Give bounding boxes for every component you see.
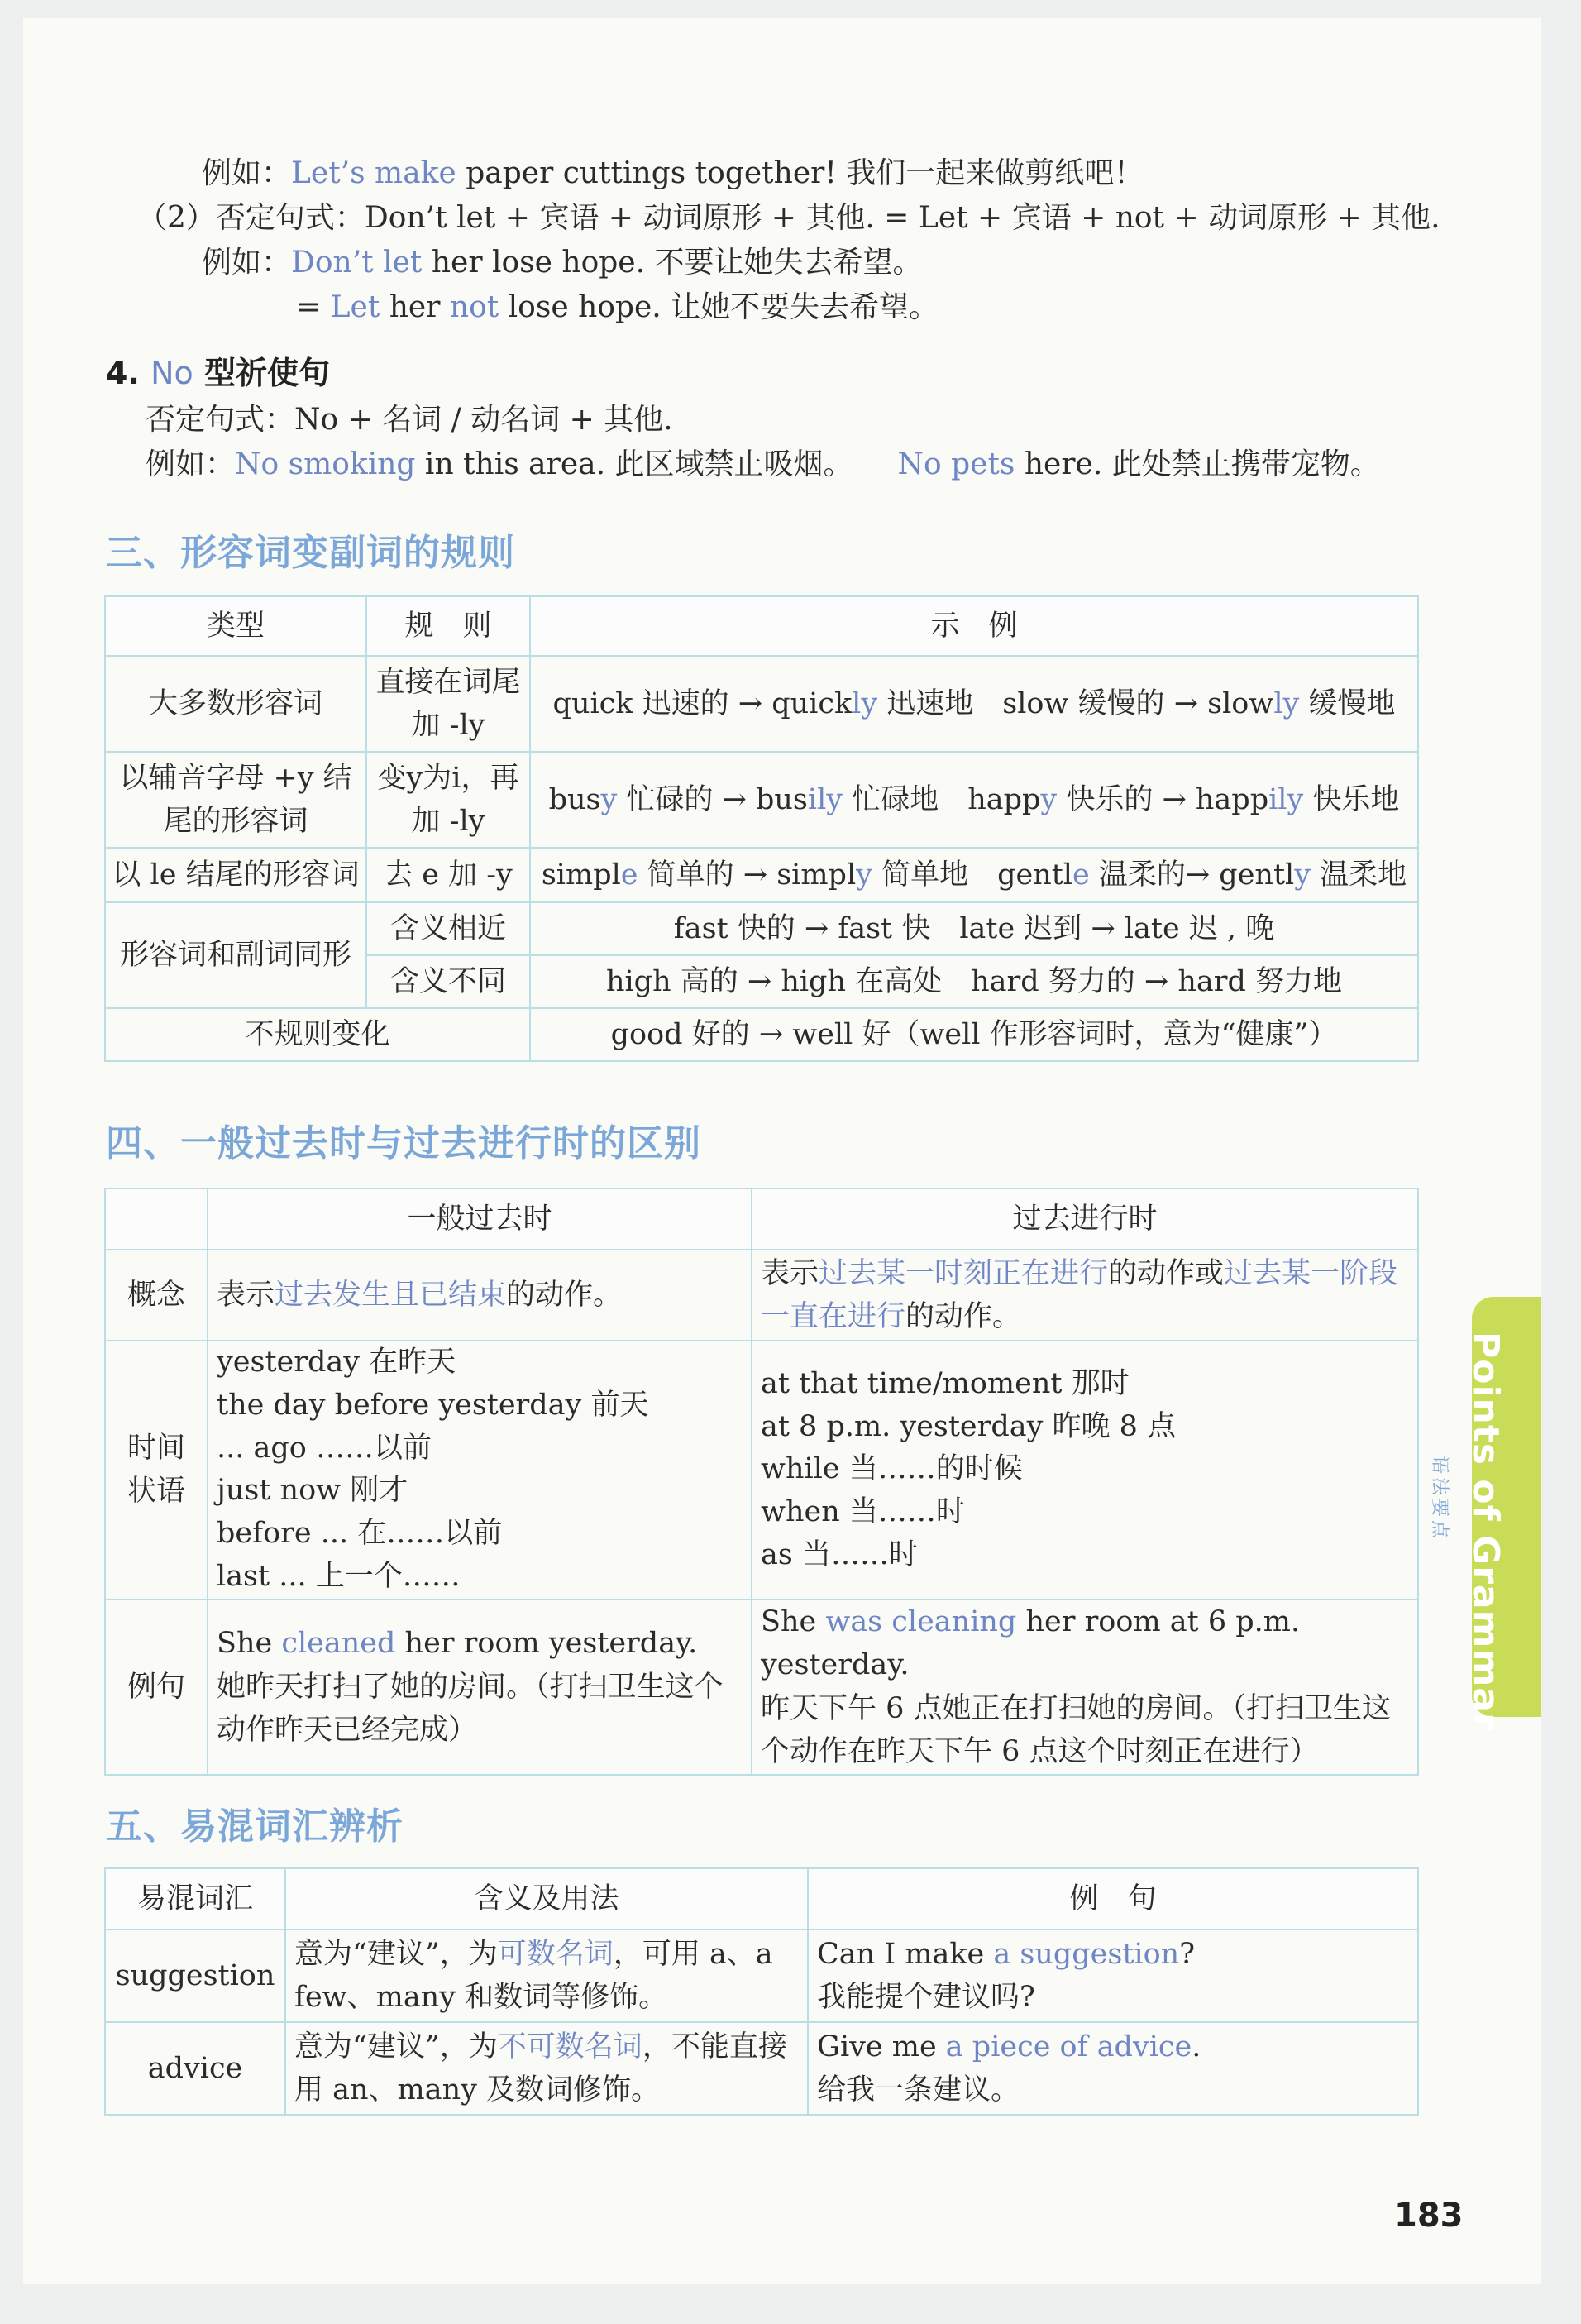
page-number: 183 xyxy=(1394,2197,1464,2235)
example-fragment: 忙碌地 happ xyxy=(843,782,1041,816)
col-header-usage: 含义及用法 xyxy=(285,1868,808,1929)
type-cell: 不规则变化 xyxy=(105,1008,530,1061)
table-row xyxy=(105,848,1418,902)
example-cell xyxy=(530,656,1418,752)
example-fragment: ily xyxy=(1268,782,1304,816)
example-let-not: = Let her not lose hope. 让她不要失去希望。 xyxy=(296,290,939,324)
heading-no-imperative: 4. No 型祈使句 xyxy=(106,355,331,391)
section-confusing-words-title: 五、易混词汇辨析 xyxy=(106,1805,404,1848)
type-cell: 以 le 结尾的形容词 xyxy=(105,848,366,902)
example-fragment: 简单的 → simpl xyxy=(638,858,857,892)
example-fragment: 忙碌的 → bus xyxy=(617,782,808,816)
example-fragment: y xyxy=(600,782,618,816)
word-cell: advice xyxy=(105,2022,285,2115)
col-header-blank xyxy=(105,1188,208,1250)
col-header-sentence: 例 句 xyxy=(808,1868,1418,1929)
time-expression: at 8 p.m. yesterday 昨晚 8 点 xyxy=(761,1409,1177,1443)
rule-cell: 直接在词尾加 -ly xyxy=(366,656,530,752)
row-label-time: 时间状语 xyxy=(105,1341,208,1600)
table-row xyxy=(105,2022,1418,2115)
time-past-continuous xyxy=(752,1341,1418,1600)
example-fragment: ly xyxy=(1273,686,1300,720)
rule-cell: 去 e 加 -y xyxy=(366,848,530,902)
usage-cell: 意为“建议”，为不可数名词，不能直接用 an、many 及数词修饰。 xyxy=(285,2022,808,2115)
type-cell: 以辅音字母 +y 结尾的形容词 xyxy=(105,752,366,848)
example-fragment: ly xyxy=(852,686,878,720)
example-fragment: 简单地 gentl xyxy=(872,858,1072,892)
example-simple-past: She cleaned her room yesterday. 她昨天打扫了她的房间。（打扫卫生这个动作昨天已经完成） xyxy=(208,1600,752,1775)
table-row xyxy=(105,1929,1418,2022)
time-expression: just now 刚才 xyxy=(217,1474,408,1508)
col-header-example: 示 例 xyxy=(530,596,1418,656)
table-row xyxy=(105,656,1418,752)
sentence-cell: Give me a piece of advice. 给我一条建议。 xyxy=(808,2022,1418,2115)
col-header-simple-past: 一般过去时 xyxy=(208,1188,752,1250)
type-cell: 大多数形容词 xyxy=(105,656,366,752)
row-label-example: 例句 xyxy=(105,1600,208,1775)
example-fragment: simpl xyxy=(541,858,621,892)
col-header-past-continuous: 过去进行时 xyxy=(752,1188,1418,1250)
time-expression: before ... 在……以前 xyxy=(217,1517,503,1551)
example-cell xyxy=(530,752,1418,848)
time-expression: when 当……时 xyxy=(761,1495,965,1529)
side-tab-title: Points of Grammar xyxy=(1464,1332,1507,1732)
col-header-rule: 规 则 xyxy=(366,596,530,656)
example-fragment: ily xyxy=(807,782,843,816)
example-fragment: 温柔的→ gentl xyxy=(1089,858,1295,892)
table-row xyxy=(105,1008,1418,1061)
example-cell xyxy=(530,848,1418,902)
time-expression: while 当……的时候 xyxy=(761,1452,1023,1486)
table-row xyxy=(105,1600,1418,1775)
col-header-type: 类型 xyxy=(105,596,366,656)
rule-cell: 含义相近 xyxy=(366,902,530,955)
time-expression: at that time/moment 那时 xyxy=(761,1366,1130,1400)
example-cell: good 好的 → well 好（well 作形容词时，意为“健康”） xyxy=(530,1008,1418,1061)
rule-cell: 含义不同 xyxy=(366,955,530,1008)
time-expression: last ... 上一个…… xyxy=(217,1559,461,1593)
rule-cell: 变y为i，再加 -ly xyxy=(366,752,530,848)
example-dont-let: 例如：Don’t let her lose hope. 不要让她失去希望。 xyxy=(202,246,923,280)
example-fragment: 快乐地 xyxy=(1303,782,1400,816)
example-fragment: 迅速地 slow 缓慢的 → slow xyxy=(877,686,1274,720)
adj-adv-table xyxy=(104,595,1419,1062)
table-row xyxy=(105,902,1418,955)
no-pattern: 否定句式：No + 名词 / 动名词 + 其他. xyxy=(146,403,673,437)
time-expression: the day before yesterday 前天 xyxy=(217,1388,649,1422)
example-past-continuous: She was cleaning her room at 6 p.m. yesterday. 昨天下午 6 点她正在打扫她的房间。（打扫卫生这个动作在昨天下午 6 点这个时刻正在进行） xyxy=(752,1600,1418,1775)
negative-pattern: （2）否定句式：Don’t let + 宾语 + 动词原形 + 其他. = Let + 宾语 + not + 动词原形 + 其他. xyxy=(137,201,1440,235)
table-row xyxy=(105,752,1418,848)
word-cell: suggestion xyxy=(105,1929,285,2022)
example-fragment: e xyxy=(620,858,638,892)
type-cell: 形容词和副词同形 xyxy=(105,902,366,1008)
example-cell: high 高的 → high 在高处 hard 努力的 → hard 努力地 xyxy=(530,955,1418,1008)
time-simple-past xyxy=(208,1341,752,1600)
example-fragment: e xyxy=(1072,858,1090,892)
example-fragment: 缓慢地 xyxy=(1299,686,1396,720)
example-fragment: bus xyxy=(548,782,601,816)
example-cell: fast 快的 → fast 快 late 迟到 → late 迟 , 晚 xyxy=(530,902,1418,955)
side-tab-subtitle: 语法要点 xyxy=(1429,1456,1450,1542)
example-fragment: 温柔地 xyxy=(1311,858,1407,892)
example-fragment: y xyxy=(856,858,872,892)
confusing-words-table xyxy=(104,1867,1419,2116)
no-examples: 例如：No smoking in this area. 此区域禁止吸烟。 No pets here. 此处禁止携带宠物。 xyxy=(146,447,1380,481)
row-label-concept: 概念 xyxy=(105,1250,208,1341)
example-fragment: y xyxy=(1040,782,1058,816)
tense-table xyxy=(104,1188,1419,1776)
usage-cell: 意为“建议”，为可数名词，可用 a、a few、many 和数词等修饰。 xyxy=(285,1929,808,2022)
time-expression: as 当……时 xyxy=(761,1538,918,1572)
section-adj-to-adv-title: 三、形容词变副词的规则 xyxy=(106,532,515,574)
table-row xyxy=(105,1341,1418,1600)
example-let-make: 例如：Let’s make paper cuttings together! 我们一起来做剪纸吧！ xyxy=(202,156,1144,190)
example-fragment: 快乐的 → happ xyxy=(1057,782,1269,816)
time-expression: ... ago ……以前 xyxy=(217,1431,432,1465)
example-fragment: y xyxy=(1294,858,1311,892)
sentence-cell: Can I make a suggestion? 我能提个建议吗? xyxy=(808,1929,1418,2022)
time-expression: yesterday 在昨天 xyxy=(217,1346,456,1379)
concept-simple-past: 表示过去发生且已结束的动作。 xyxy=(208,1250,752,1341)
col-header-word: 易混词汇 xyxy=(105,1868,285,1929)
section-tense-title: 四、一般过去时与过去进行时的区别 xyxy=(106,1122,701,1164)
example-fragment: quick 迅速的 → quick xyxy=(552,686,853,720)
table-row xyxy=(105,1250,1418,1341)
concept-past-continuous: 表示过去某一时刻正在进行的动作或过去某一阶段一直在进行的动作。 xyxy=(752,1250,1418,1341)
